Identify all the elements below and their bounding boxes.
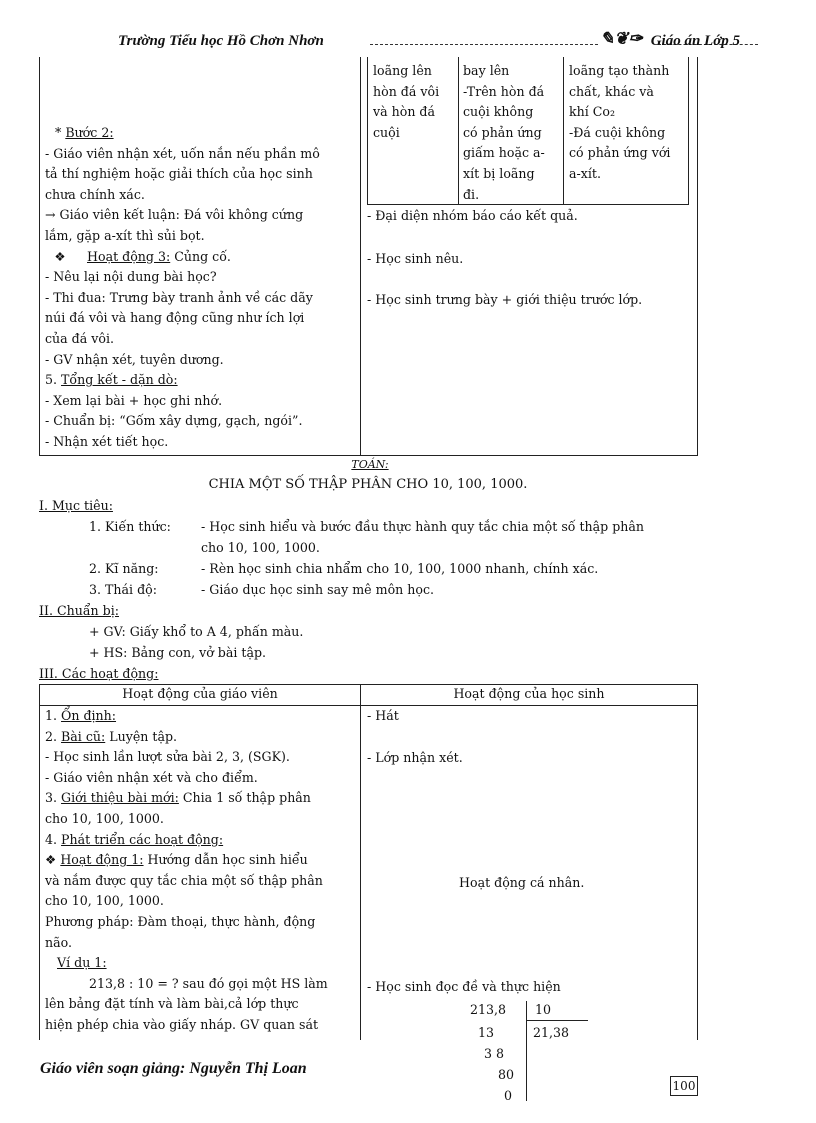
page-number: 100 bbox=[670, 1076, 698, 1096]
student-read-task: - Học sinh đọc đề và thực hiện bbox=[367, 979, 561, 994]
new-lesson-heading: 3. Giới thiệu bài mới: Chia 1 số thập phân bbox=[45, 790, 311, 806]
develop-heading: 4. Phát triển các hoạt động: bbox=[45, 831, 224, 847]
page-header bbox=[118, 29, 740, 53]
ornament-icon: ✎❦✑ bbox=[600, 29, 643, 48]
lesson-plan-grade: Giáo án Lớp 5 bbox=[650, 33, 740, 49]
step-2-heading: * Bước 2: bbox=[55, 125, 114, 140]
summary-heading: 5. Tổng kết - dặn dò: bbox=[45, 372, 178, 388]
diamond-bullet-icon: ❖ bbox=[54, 248, 66, 264]
student-individual: Hoạt động cá nhân. bbox=[459, 875, 585, 890]
col-header-teacher: Hoạt động của giáo viên bbox=[122, 686, 278, 701]
table1-teacher-column: * Bước 2: - Giáo viên nhận xét, uốn nắn nếu phần mô tả thí nghiệm hoặc giải thích của học sinh chưa chính xác. → Giáo viên kết luận: Đá vôi không cứng lắm, gặp a-xít thì sủi bọt. ❖ Hoạt động 3: Củng cố. - Nêu lại nội dung bài học? - Thi đua: Trưng bày tranh ảnh về các dãy núi đá vôi và hang động cũng như ích lợi của đá vôi. - GV nhận xét, tuyên dương. 5. Tổng kết - dặn dò: - Xem lại bài + học ghi nhớ. - Chuẩn bị: “Gốm xây dựng, gạch, ngói”. - Nhận xét tiết học. bbox=[45, 123, 355, 453]
division-step: 80 bbox=[498, 1067, 515, 1082]
division-step: 0 bbox=[504, 1088, 513, 1103]
inner-table-border bbox=[563, 57, 564, 205]
table2-border-right bbox=[697, 684, 698, 1040]
inner-col-3: loãng tạo thành chất, khác và khí Co₂ -Đá cuội không có phản ứng với a-xít. bbox=[569, 63, 671, 181]
activity-1-heading: ❖ Hoạt động 1: Hướng dẫn học sinh hiểu bbox=[45, 852, 308, 868]
table1-border-right bbox=[697, 57, 698, 456]
table1-border-left bbox=[39, 57, 40, 456]
prep-heading: II. Chuẩn bị: bbox=[39, 603, 119, 618]
table2-teacher-column: 1. Ổn định: 2. Bài cũ: Luyện tập. - Học sinh lần lượt sửa bài 2, 3, (SGK). - Giáo viên nhận xét và cho điểm. 3. Giới thiệu bài mới: Chia 1 số thập phân cho 10, 100, 1000. 4. Phát triển các hoạt động: ❖ Hoạt động 1: Hướng dẫn học sinh hiểu và nắm được quy tắc chia một số thập phân cho 10, 100, 1000. Phương pháp: Đàm thoại, thực hành, động não. Ví dụ 1: 213,8 : 10 = ? sau đó gọi một HS làm lên bảng đặt tính và làm bài,cả lớp thực hiện phép chia vào giấy nháp. GV quan sát bbox=[45, 706, 355, 1036]
table2-border-left bbox=[39, 684, 40, 1040]
diamond-bullet-icon: ❖ bbox=[45, 852, 57, 868]
inner-table-border bbox=[688, 57, 689, 205]
inner-col-1: loãng lên hòn đá vôi và hòn đá cuội bbox=[373, 63, 440, 140]
inner-table-border bbox=[367, 57, 368, 205]
divisor: 10 bbox=[535, 1002, 552, 1017]
school-name: Trường Tiểu học Hồ Chơn Nhơn bbox=[118, 33, 324, 49]
objective-label: 1. Kiến thức: bbox=[89, 519, 171, 534]
objective-label: 3. Thái độ: bbox=[89, 582, 157, 597]
author-signature: Giáo viên soạn giảng: Nguyễn Thị Loan bbox=[40, 1060, 307, 1077]
table1-divider bbox=[360, 57, 361, 456]
stabilize-heading: 1. Ổn định: bbox=[45, 708, 117, 723]
table2-divider bbox=[360, 684, 361, 1040]
example-1-heading: Ví dụ 1: bbox=[57, 955, 107, 971]
col-header-student: Hoạt động của học sinh bbox=[453, 686, 605, 701]
inner-table-border bbox=[458, 57, 459, 205]
lesson-title: CHIA MỘT SỐ THẬP PHÂN CHO 10, 100, 1000. bbox=[208, 477, 528, 492]
prep-student: + HS: Bảng con, vở bài tập. bbox=[89, 645, 267, 660]
student-report: - Đại diện nhóm báo cáo kết quả. bbox=[367, 208, 578, 223]
student-sing: - Hát bbox=[367, 708, 399, 723]
student-state: - Học sinh nêu. bbox=[367, 251, 464, 266]
objective-text: - Giáo dục học sinh say mê môn học. bbox=[201, 582, 435, 597]
division-step: 3 8 bbox=[484, 1046, 505, 1061]
objective-text: - Học sinh hiểu và bước đầu thực hành quy tắc chia một số thập phân cho 10, 100, 1000. bbox=[201, 519, 645, 555]
dividend: 213,8 bbox=[470, 1002, 507, 1017]
old-lesson-heading: 2. Bài cũ: Luyện tập. bbox=[45, 728, 178, 744]
objective-text: - Rèn học sinh chia nhẩm cho 10, 100, 1000 nhanh, chính xác. bbox=[201, 561, 599, 576]
division-vertical-bar bbox=[526, 1001, 527, 1101]
objective-label: 2. Kĩ năng: bbox=[89, 561, 159, 576]
inner-col-2: bay lên -Trên hòn đá cuội không có phản ứng giấm hoặc a- xít bị loãng đi. bbox=[463, 63, 545, 202]
objectives-heading: I. Mục tiêu: bbox=[39, 498, 113, 513]
division-step: 13 bbox=[478, 1025, 495, 1040]
student-class-comment: - Lớp nhận xét. bbox=[367, 750, 463, 765]
header-dotted-line bbox=[370, 44, 598, 45]
student-display: - Học sinh trưng bày + giới thiệu trước lớp. bbox=[367, 292, 643, 307]
prep-teacher: + GV: Giấy khổ to A 4, phấn màu. bbox=[89, 624, 304, 639]
subject-label: TOÁN: bbox=[351, 458, 389, 471]
division-horizontal-bar bbox=[526, 1020, 588, 1021]
quotient: 21,38 bbox=[533, 1025, 570, 1040]
activity-3-heading: ❖ Hoạt động 3: Củng cố. bbox=[45, 247, 355, 268]
activities-heading: III. Các hoạt động: bbox=[39, 666, 159, 681]
